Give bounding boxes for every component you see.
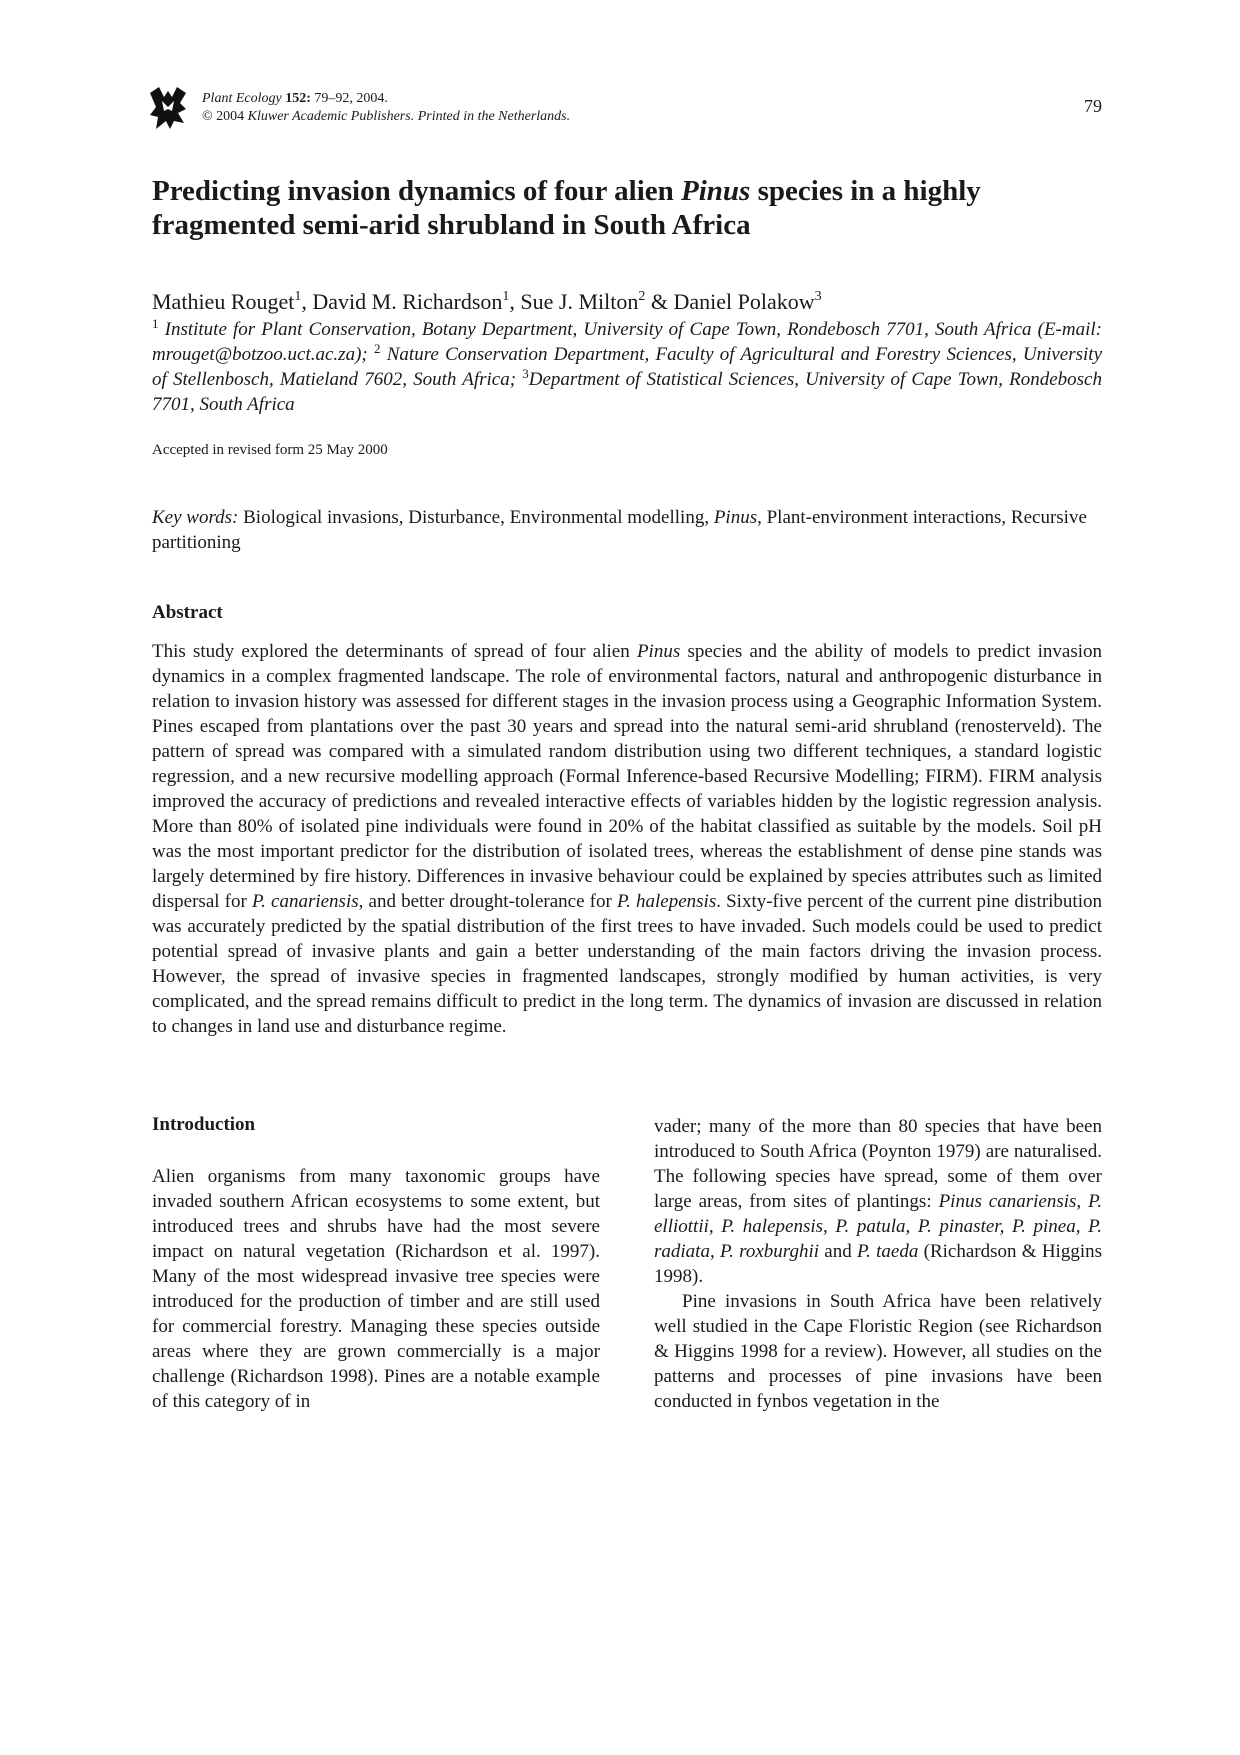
author-name: Mathieu Rouget xyxy=(152,289,295,314)
copyright-prefix: © 2004 xyxy=(202,109,248,124)
title-genus: Pinus xyxy=(681,175,751,207)
accepted-date: Accepted in revised form 25 May 2000 xyxy=(152,442,388,458)
author-name: Sue J. Milton xyxy=(520,289,639,314)
intro-paragraph: vader; many of the more than 80 species that have been introduced to South Africa (Poynton 1979) are naturalised. The following species have spread, some of them over large areas, from sites of plantings: Pinus canariensis, P. elliottii, P. halepensis, P. patula, P. pinaster, P. pinea, P. radiata, P. roxburghii and P. taeda (Richardson & Higgins 1998). xyxy=(654,1116,1102,1287)
author-list: Mathieu Rouget$^1$, David M. Richardson$^1$, Sue J. Milton$^2$ & Daniel Polakow$^3$ xyxy=(152,289,822,314)
publisher-logo-icon xyxy=(150,87,186,129)
intro-right-column xyxy=(654,1114,1102,1414)
author-name: Daniel Polakow xyxy=(673,289,815,314)
page-number: 79 xyxy=(1084,96,1102,116)
journal-citation xyxy=(202,90,570,126)
keywords: Key words: Biological invasions, Disturbance, Environmental modelling, Pinus, Plant-environment interactions, Recursive partitioning xyxy=(152,507,1087,553)
author-name: David M. Richardson xyxy=(312,289,503,314)
intro-paragraph: Pine invasions in South Africa have been relatively well studied in the Cape Floristic Region (see Richardson & Higgins 1998 for a review). However, all studies on the patterns and processes of pine invasions have been conducted in fynbos vegetation in the xyxy=(654,1291,1102,1412)
affiliations: $^1$ Institute for Plant Conservation, Botany Department, University of Cape Town, Rondebosch 7701, South Africa (E-mail: mrouget@botzoo.uct.ac.za); $^2$ Nature Conservation Department, Faculty of Agricultural and Forestry Sciences, University of Stellenbosch, Matieland 7602, South Africa; $^3$Department of Statistical Sciences, University of Cape Town, Rondebosch 7701, South Africa xyxy=(152,316,1103,415)
abstract-heading: Abstract xyxy=(152,602,223,623)
paper-title: Predicting invasion dynamics of four alien Pinus species in a highly fragmented semi-arid shrubland in South Africa xyxy=(152,175,981,241)
keywords-label: Key words: xyxy=(152,507,239,528)
journal-name: Plant Ecology xyxy=(202,91,282,106)
publisher-line: Kluwer Academic Publishers. Printed in the Netherlands. xyxy=(247,109,571,124)
abstract-body: This study explored the determinants of spread of four alien Pinus species and the ability of models to predict invasion dynamics in a complex fragmented landscape. The role of environmental factors, natural and anthropogenic disturbance in relation to invasion history was assessed for different stages in the invasion process using a Geographic Information System. Pines escaped from plantations over the past 30 years and spread into the natural semi-arid shrubland (renosterveld). The pattern of spread was compared with a simulated random distribution using two different techniques, a standard logistic regression, and a new recursive modelling approach (Formal Inference-based Recursive Modelling; FIRM). FIRM analysis improved the accuracy of predictions and revealed interactive effects of variables hidden by the logistic regression analysis. More than 80% of isolated pine individuals were found in 20% of the habitat classified as suitable by the models. Soil pH was the most important predictor for the distribution of isolated trees, whereas the establishment of dense pine stands was largely determined by fire history. Differences in invasive behaviour could be explained by species attributes such as limited dispersal for P. canariensis, and better drought-tolerance for P. halepensis. Sixty-five percent of the current pine distribution was accurately predicted by the spatial distribution of the first trees to have invaded. Such models could be used to predict potential spread of invasive plants and gain a better understanding of the main factors driving the invasion process. However, the spread of invasive species in fragmented landscapes, strongly modified by human activities, is very complicated, and the spread remains difficult to predict in the long term. The dynamics of invasion are discussed in relation to changes in land use and disturbance regime. xyxy=(152,641,1103,1037)
introduction-heading: Introduction xyxy=(152,1114,256,1135)
intro-paragraph: Alien organisms from many taxonomic groups have invaded southern African ecosystems to some extent, but introduced trees and shrubs have had the most severe impact on natural vegetation (Richardson et al. 1997). Many of the most widespread invasive tree species were introduced for the production of timber and are still used for commercial forestry. Managing these species outside areas where they are grown commercially is a major challenge (Richardson 1998). Pines are a notable example of this category of in xyxy=(152,1166,600,1412)
journal-pages: 79–92, 2004. xyxy=(310,91,388,106)
intro-left-column xyxy=(152,1164,600,1414)
journal-volume: 152: xyxy=(285,91,311,106)
